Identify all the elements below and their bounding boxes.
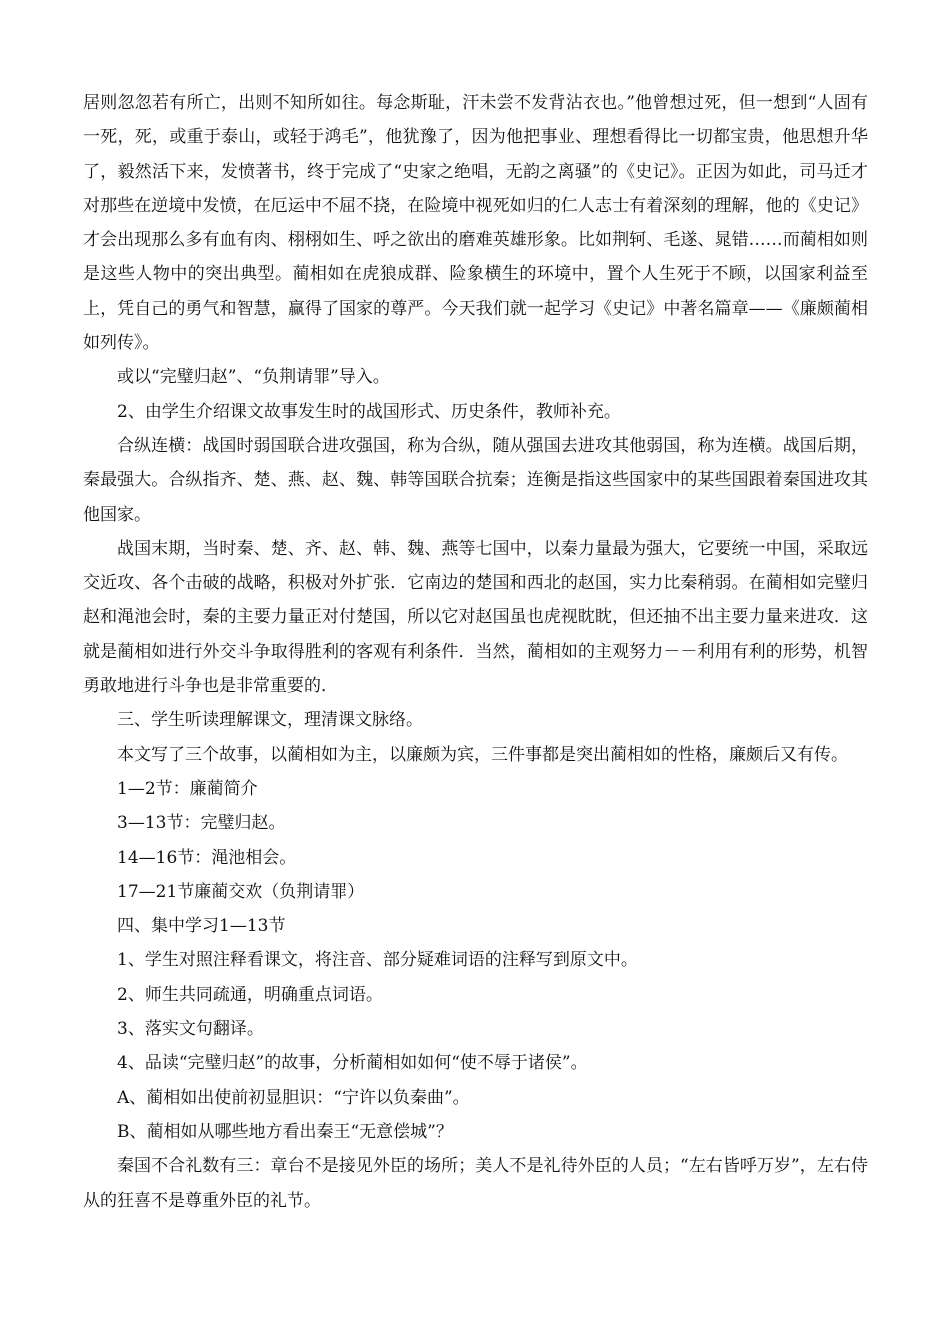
task-item-3: 3、落实文句翻译。 xyxy=(117,1019,264,1040)
section-heading-3: 三、学生听读理解课文，理清课文脉络。 xyxy=(117,710,423,731)
paragraph-step-2: 2、由学生介绍课文故事发生时的战国形式、历史条件，教师补充。 xyxy=(117,401,621,422)
section-heading-4: 四、集中学习1—13节 xyxy=(117,916,286,937)
paragraph-alt-intro: 或以“完璧归赵”、“负荆请罪”导入。 xyxy=(117,367,390,388)
subtask-b: B、蔺相如从哪些地方看出秦王“无意偿城”？ xyxy=(117,1121,453,1142)
paragraph-sima-qian-intro: 居则忽忽若有所亡，出则不知所如往。每念斯耻，汗未尝不发背沾衣也。”他曾想过死，但一想到“人固有一死，死，或重于泰山，或轻于鸿毛”，他犹豫了，因为他把事业、理想看得比一切都宝贵，他思想升华了，毅然活下来，发愤著书，终于完成了“史家之绝唱，无韵之离骚”的《史记》。正因为如此，司马迁才对那些在逆境中发愤，在厄运中不屈不挠，在险境中视死如归的仁人志士有着深刻的理解，他的《史记》才会出现那么多有血有肉、栩栩如生、呼之欲出的磨难英雄形象。比如荆轲、毛遂、晁错……而蔺相如则是这些人物中的突出典型。蔺相如在虎狼成群、险象横生的环境中，置个人生死于不顾，以国家利益至上，凭自己的勇气和智慧，赢得了国家的尊严。今天我们就一起学习《史记》中著名篇章——《廉颇蔺相如列传》。 xyxy=(83,93,868,354)
paragraph-warring-states: 战国末期，当时秦、楚、齐、赵、韩、魏、燕等七国中，以秦力量最为强大，它要统一中国，采取远交近攻、各个击破的战略，积极对外扩张．它南边的楚国和西北的赵国，实力比秦稍弱。在蔺相如完璧归赵和渑池会时，秦的主要力量正对付楚国，所以它对赵国虽也虎视眈眈，但还抽不出主要力量来进攻．这就是蔺相如进行外交斗争取得胜利的客观有利条件．当然，蔺相如的主观努力－－利用有利的形势，机智勇敢地进行斗争也是非常重要的． xyxy=(83,538,868,697)
task-item-4: 4、品读“完璧归赵”的故事，分析蔺相如如何“使不辱于诸侯”。 xyxy=(117,1053,588,1074)
paragraph-etiquette: 秦国不合礼数有三：章台不是接见外臣的场所；美人不是礼待外臣的人员；“左右皆呼万岁”，左右侍从的狂喜不是尊重外臣的礼节。 xyxy=(83,1156,868,1211)
outline-item-2: 3—13节：完璧归赵。 xyxy=(117,813,286,834)
outline-item-3: 14—16节：渑池相会。 xyxy=(117,847,297,868)
paragraph-structure: 本文写了三个故事，以蔺相如为主，以廉颇为宾，三件事都是突出蔺相如的性格，廉颇后又有传。 xyxy=(117,744,848,765)
task-item-1: 1、学生对照注释看课文，将注音、部分疑难词语的注释写到原文中。 xyxy=(117,950,638,971)
paragraph-hezong-lianheng: 合纵连横：战国时弱国联合进攻强国，称为合纵，随从强国去进攻其他弱国，称为连横。战国后期，秦最强大。合纵指齐、楚、燕、赵、魏、韩等国联合抗秦；连衡是指这些国家中的某些国跟着秦国进攻其他国家。 xyxy=(83,435,868,525)
outline-item-4: 17—21节廉蔺交欢（负荆请罪） xyxy=(117,881,365,902)
document-page xyxy=(83,86,868,1218)
outline-item-1: 1—2节：廉蔺简介 xyxy=(117,778,258,799)
task-item-2: 2、师生共同疏通，明确重点词语。 xyxy=(117,984,383,1005)
subtask-a: A、蔺相如出使前初显胆识：“宁许以负秦曲”。 xyxy=(117,1087,470,1108)
